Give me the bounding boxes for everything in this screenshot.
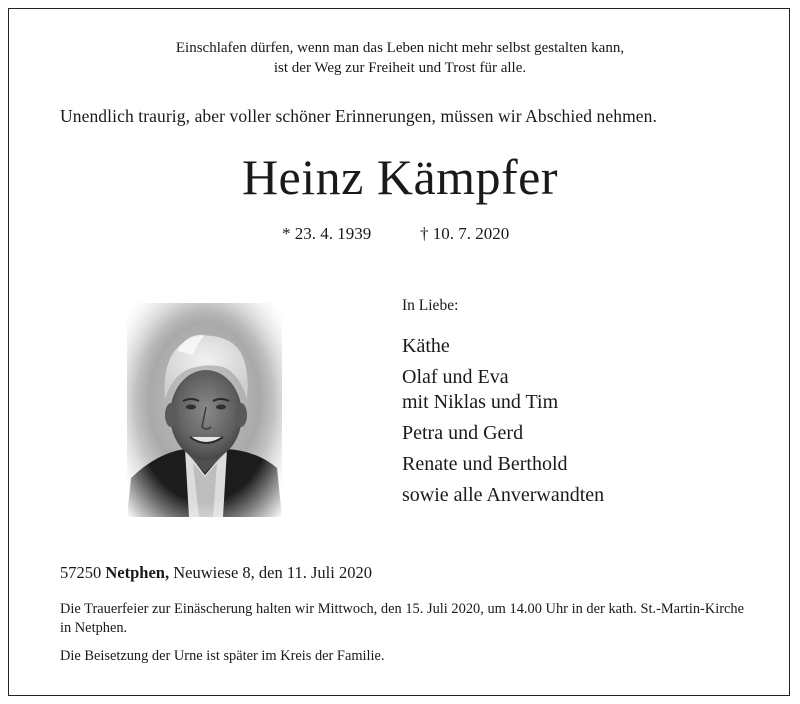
mourner-line: Renate und Berthold [402, 453, 568, 475]
address-rest: Neuwiese 8, den 11. Juli 2020 [173, 563, 372, 582]
mourner-line: mit Niklas und Tim [402, 391, 559, 413]
postal-code: 57250 [60, 563, 102, 582]
mourner-group [402, 334, 604, 359]
mourner-group [402, 365, 604, 415]
mourner-line: Käthe [402, 335, 450, 357]
poem-line: Einschlafen dürfen, wenn man das Leben nicht mehr selbst gestalten kann, [175, 40, 625, 56]
mourner-group [402, 421, 604, 446]
mourners-list [402, 334, 604, 508]
poem-line: ist der Weg zur Freiheit und Trost für alle. [273, 60, 527, 76]
burial-text: Die Beisetzung der Urne ist später im Kreis der Familie. [60, 648, 385, 664]
mourner-line: sowie alle Anverwandten [402, 484, 605, 506]
deceased-name: Heinz Kämpfer [241, 149, 559, 205]
town-name: Netphen, [105, 563, 170, 582]
address-line [60, 562, 372, 584]
portrait-photo [127, 303, 282, 517]
poem [0, 38, 800, 78]
death-date: † 10. 7. 2020 [420, 224, 510, 243]
birth-date: * 23. 4. 1939 [282, 224, 372, 243]
mourner-line: Olaf und Eva [402, 366, 509, 388]
mourner-group [402, 483, 604, 508]
mourners-heading: In Liebe: [402, 297, 459, 314]
mourner-line: Petra und Gerd [402, 422, 524, 444]
funeral-service-text: Die Trauerfeier zur Einäscherung halten wir Mittwoch, den 15. Juli 2020, um 14.00 Uhr in der kath. St.-Martin-Kirche in Netphen. [60, 601, 744, 636]
mourner-group [402, 452, 604, 477]
intro-text: Unendlich traurig, aber voller schöner Erinnerungen, müssen wir Abschied nehmen. [60, 106, 657, 126]
